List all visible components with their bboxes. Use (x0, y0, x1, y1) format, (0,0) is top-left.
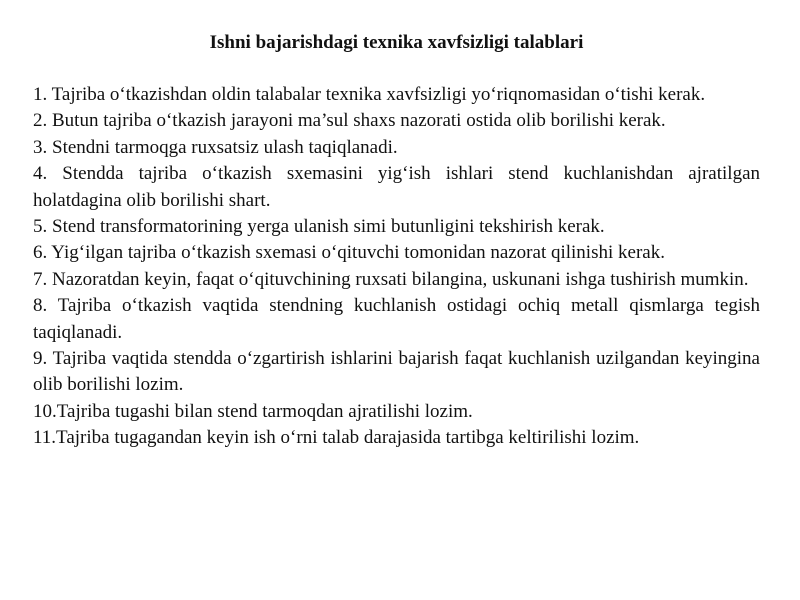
safety-rules-list (33, 82, 760, 452)
safety-rule-9: 9. Tajriba vaqtida stendda o‘zgartirish ishlarini bajarish faqat kuchlanish uzilgandan keyingina olib borilishi lozim. (33, 348, 760, 396)
safety-rule-7: 7. Nazoratdan keyin, faqat o‘qituvchining ruxsati bilangina, uskunani ishga tushirish mumkin. (33, 268, 749, 290)
safety-rule-3: 3. Stendni tarmoqga ruxsatsiz ulash taqiqlanadi. (33, 136, 398, 158)
document-title: Ishni bajarishdagi texnika xavfsizligi talablari (209, 32, 584, 53)
safety-rule-1: 1. Tajriba o‘tkazishdan oldin talabalar texnika xavfsizligi yo‘riqnomasidan o‘tishi kerak. (33, 84, 706, 105)
safety-rule-4: 4. Stendda tajriba o‘tkazish sxemasini yig‘ish ishlari stend kuchlanishdan ajratilgan holatdagina olib borilishi shart. (33, 163, 760, 211)
safety-rule-8: 8. Tajriba o‘tkazish vaqtida stendning kuchlanish ostidagi ochiq metall qismlarga tegish taqiqlanadi. (33, 295, 760, 343)
safety-rule-5: 5. Stend transformatorining yerga ulanish simi butunligini tekshirish kerak. (33, 216, 605, 238)
safety-rule-11: 11.Tajriba tugagandan keyin ish o‘rni talab darajasida tartibga keltirilishi lozim. (33, 427, 640, 449)
safety-rule-6: 6. Yig‘ilgan tajriba o‘tkazish sxemasi o‘qituvchi tomonidan nazorat qilinishi kerak. (33, 242, 665, 264)
document-page (33, 30, 760, 452)
safety-rule-2: 2. Butun tajriba o‘tkazish jarayoni ma’sul shaxs nazorati ostida olib borilishi kerak. (33, 110, 666, 132)
safety-rule-10: 10.Tajriba tugashi bilan stend tarmoqdan ajratilishi lozim. (33, 400, 473, 422)
